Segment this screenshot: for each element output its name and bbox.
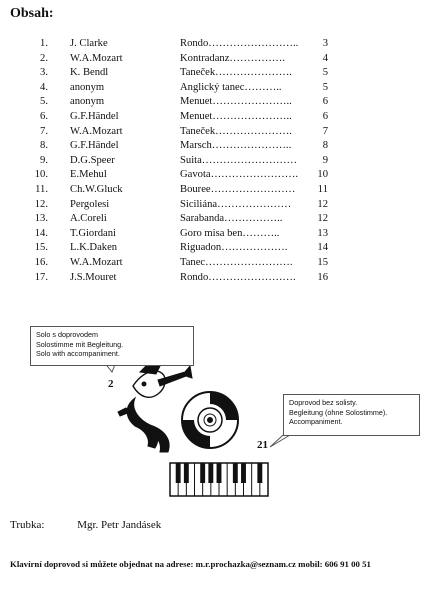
toc-piece: Menuet………………….. [180,110,292,122]
toc-piece: Suita……………………… [180,154,298,166]
toc-number: 6. [40,110,48,122]
toc-page: 14 [317,242,328,254]
toc-page: 12 [317,213,328,225]
toc-number: 10. [34,169,48,181]
toc-page: 16 [317,271,328,283]
instrument-label: Trubka: [10,519,45,531]
toc-composer: G.F.Händel [70,110,119,122]
accompaniment-legend-line: Accompaniment. [289,417,343,427]
toc-composer: E.Mehul [70,169,107,181]
toc-piece: Kontradanz……………. [180,52,286,64]
toc-page: 10 [317,169,328,181]
solo-legend-line: Solo with accompaniment. [36,349,120,359]
toc-number: 3. [40,67,48,79]
toc-page: 6 [322,96,328,108]
toc-number: 15. [34,242,48,254]
toc-composer: W.A.Mozart [70,256,123,268]
toc-composer: D.G.Speer [70,154,115,166]
trumpet-player-icon [118,362,192,452]
accompaniment-page-number: 21 [257,439,268,451]
toc-number: 5. [40,96,48,108]
toc-piece: Siciliána………………… [180,198,292,210]
toc-piece: Taneček…………………. [180,67,292,79]
toc-number: 7. [40,125,48,137]
toc-page: 8 [322,140,328,152]
toc-page: 7 [322,125,328,137]
toc-piece: Menuet………………….. [180,96,292,108]
toc-composer: L.K.Daken [70,242,118,254]
toc-piece: Goro misa ben……….. [180,227,280,239]
toc-number: 12. [34,198,48,210]
toc-piece: Sarabanda…………….. [180,213,283,225]
toc-number: 13. [34,213,48,225]
toc-page: 15 [317,256,328,268]
accompaniment-legend-line: Begleitung (ohne Solostimme). [289,407,388,417]
toc-page: 11 [317,183,328,195]
solo-legend-line: Solo s doprovodem [36,330,98,339]
toc-piece: Anglický tanec……….. [180,81,282,93]
toc-composer: Pergolesi [70,198,110,210]
toc-page: 5 [322,81,328,93]
toc-number: 8. [40,140,48,152]
toc-composer: J. Clarke [70,38,108,49]
toc-composer: Ch.W.Gluck [70,183,123,195]
toc-composer: G.F.Händel [70,140,119,152]
toc-page: 9 [322,154,328,166]
toc-piece: Taneček…………………. [180,125,292,137]
accompaniment-legend-line: Doprovod bez solisty. [289,398,358,407]
toc-piece: Bouree…………………… [180,183,296,195]
toc-page: 6 [322,110,328,122]
toc-number: 11. [35,183,48,195]
accompaniment-legend-bubble [283,394,420,436]
toc-piece: Rondo……………………. [180,271,296,283]
toc-page: 5 [322,67,328,79]
solo-legend-line: Solostimme mit Begleitung. [36,339,124,349]
instrument-line [10,519,161,531]
author-name: Mgr. Petr Jandásek [77,519,162,531]
toc-number: 1. [40,38,48,49]
toc-number: 17. [34,271,48,283]
toc-composer: anonym [70,96,105,108]
toc-composer: K. Bendl [70,67,109,79]
toc-page: 13 [317,227,328,239]
solo-page-number: 2 [108,378,114,390]
toc-number: 4. [40,81,48,93]
toc-composer: J.S.Mouret [70,271,117,283]
toc-composer: T.Giordani [70,227,116,239]
toc-number: 16. [34,256,48,268]
toc-number: 2. [40,52,48,64]
solo-legend-bubble [30,326,194,366]
piano-keyboard-icon [170,463,268,496]
toc-number: 14. [34,227,48,239]
contact-line: Klavírní doprovod si můžete objednat na adrese: m.r.prochazka@seznam.cz mobil: 606 91 00 51 [10,559,371,569]
toc-piece: Gavota……………………. [180,169,298,181]
page-title: Obsah: [10,6,54,21]
toc-piece: Tanec……………………. [180,256,293,268]
toc-page: 4 [322,52,328,64]
toc-page: 12 [317,198,328,210]
toc-piece: Rondo…………………….. [180,38,299,49]
toc-piece: Riguadon………………. [180,242,288,254]
toc-composer: W.A.Mozart [70,125,123,137]
toc-piece: Marsch………………….. [180,140,292,152]
toc-composer: W.A.Mozart [70,52,123,64]
toc-composer: A.Coreli [70,213,107,225]
toc-composer: anonym [70,81,105,93]
toc-page: 3 [322,38,328,49]
cd-disc-icon [182,392,238,448]
toc-number: 9. [40,154,48,166]
